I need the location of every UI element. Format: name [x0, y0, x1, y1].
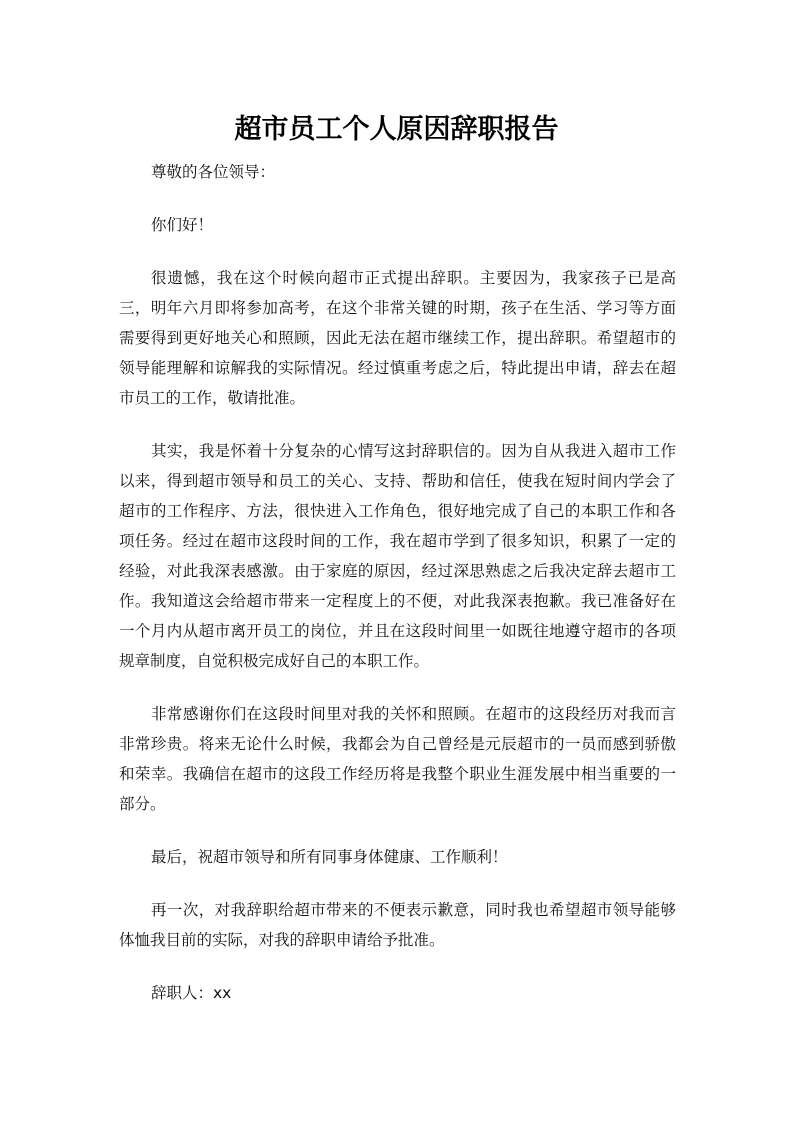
closing-apology: 再一次，对我辞职给超市带来的不便表示歉意，同时我也希望超市领导能够体恤我目前的实际，对我的辞职申请给予批准。 — [119, 901, 676, 949]
signature-line: 辞职人：xx — [151, 984, 232, 1002]
greeting: 你们好！ — [151, 216, 214, 234]
salutation: 尊敬的各位领导： — [151, 163, 276, 181]
document-title: 超市员工个人原因辞职报告 — [234, 114, 559, 145]
document-body — [119, 157, 676, 1031]
body-paragraph: 很遗憾，我在这个时候向超市正式提出辞职。主要因为，我家孩子已是高三，明年六月即将参加高考，在这个非常关键的时期，孩子在生活、学习等方面需要得到更好地关心和照顾，因此无法在超市继续工作，提出辞职。希望超市的领导能理解和谅解我的实际情况。经过慎重考虑之后，特此提出申请，辞去在超市员工的工作，敬请批准。 — [119, 269, 676, 407]
body-paragraph: 其实，我是怀着十分复杂的心情写这封辞职信的。因为自从我进入超市工作以来，得到超市领导和员工的关心、支持、帮助和信任，使我在短时间内学会了超市的工作程序、方法，很快进入工作角色，很好地完成了自己的本职工作和各项任务。经过在超市这段时间的工作，我在超市学到了很多知识，积累了一定的经验，对此我深表感激。由于家庭的原因，经过深思熟虑之后我决定辞去超市工作。我知道这会给超市带来一定程度上的不便，对此我深表抱歉。我已准备好在一个月内从超市离开员工的岗位，并且在这段时间里一如既往地遵守超市的各项规章制度，自觉积极完成好自己的本职工作。 — [119, 442, 676, 670]
body-paragraph: 非常感谢你们在这段时间里对我的关怀和照顾。在超市的这段经历对我而言非常珍贵。将来无论什么时候，我都会为自己曾经是元辰超市的一员而感到骄傲和荣幸。我确信在超市的这段工作经历将是我整个职业生涯发展中相当重要的一部分。 — [119, 705, 676, 813]
closing-wishes: 最后，祝超市领导和所有同事身体健康、工作顺利！ — [151, 848, 508, 866]
